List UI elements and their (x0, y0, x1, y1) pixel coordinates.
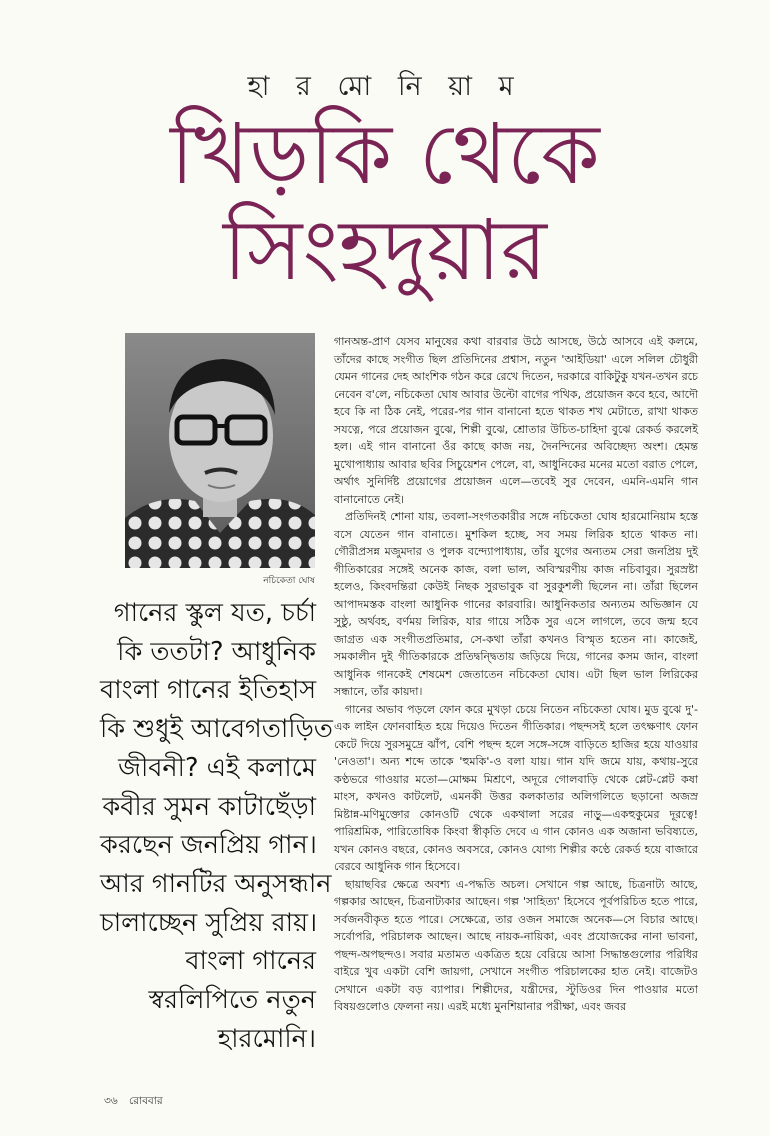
body-paragraph: ছায়াছবির ক্ষেত্রে অবশ্য এ-পদ্ধতি অচল। সেখানে গল্প আছে, চিত্রনাট্য আছে, গল্পকার আছেন, চিত্রনাট্যকার আছেন। গল্প 'সাহিত্য' হিসেবে পূর্বপরিচিত হতে পারে, সর্বজনবীকৃত হতে পারে। সেক্ষেত্রে, তার ওজন সমাজে অনেক—সে বিচার আছে। সর্বোপরি, পরিচালক আছেন। আছে নায়ক-নায়িকা, এবং প্রযোজকের নানা ভাবনা, পছন্দ-অপছন্দও। সবার মতামত একত্রিত হয়ে বেরিয়ে আসা সিদ্ধান্তগুলোর পরিধির বাইরে খুব একটা বেশি জায়গা, সেখানে সংগীত পরিচালকের হাত নেই। বাজেটও সেখানে একটা বড় ব্যাপার। শিল্পীদের, যন্ত্রীদের, স্টুডিওর দিন পাওয়ার মতো বিষয়গুলোও ফেলনা নয়। এরই মধ্যে মুনশিয়ানার পরীক্ষা, এবং জবর (334, 877, 698, 1013)
pull-quote-line: করছেন জনপ্রিয় গান। (100, 830, 317, 861)
pull-quote-line: চালাচ্ছেন সুপ্রিয় রায়। (100, 907, 318, 938)
pull-quote-line: গানের স্কুল যত, চর্চা (113, 598, 316, 628)
article-body (334, 333, 698, 1016)
pull-quote-line: বাংলা গানের ইতিহাস (100, 675, 317, 706)
page-number: ৩৬ (104, 1095, 118, 1107)
photo-caption: নচিকেতা ঘোষ (263, 576, 315, 586)
publication-name: রোববার (129, 1095, 163, 1107)
body-paragraph: প্রতিদিনই শোনা যায়, তবলা-সংগতকারীর সঙ্গে নচিকেতা ঘোষ হারমোনিয়াম হস্তে বসে যেতেন গান বানাতে। মুশকিল হচ্ছে, সব সময় লিরিক হাতে থাকত না। গৌরীপ্রসন্ন মজুমদার ও পুলক বন্দ্যোপাধ্যায়, তাঁর যুগের অন্যতম সেরা জনপ্রিয় দুই গীতিকারের সঙ্গেই অনেক কাজ, বলা ভাল, অবিস্মরণীয় কাজ নচিবাবুর। সুরস্রষ্টা হলেও, কিংবদন্তিরা কেউই নিছক সুরভাবুক বা সুরকুশলী ছিলেন না। তাঁরা ছিলেন আপাদমস্তক বাংলা আধুনিক গানের কারবারি। আধুনিকতার অন্যতম অভিজ্ঞান যে সুষ্ঠু, অর্থবহ, বর্ণময় লিরিক, যার গায়ে সঠিক সুর এসে লাগলে, তবে জন্ম হবে জাগ্রত এক সংগীতপ্রতিমার, সে-কথা তাঁরা কখনও বিস্মৃত হতেন না। কাজেই, সমকালীন দুই গীতিকারকে প্রতিদ্বন্দ্বিতায় জড়িয়ে দিয়ে, গানের কসম জান, বাংলা আধুনিক গানকেই শেষমেশ জেতাতেন নচিকেতা ঘোষ। এটা ছিল ভাল লিরিকের সন্ধানে, তাঁর কায়দা। (334, 510, 698, 698)
headline-line-2: সিংহদুয়ার (223, 201, 547, 299)
pull-quote-line: কি শুধুই আবেগতাড়িত (100, 714, 333, 745)
page-footer (104, 1094, 163, 1111)
body-paragraph: গানঅন্ত-প্রাণ যেসব মানুষের কথা বারবার উঠে আসছে, উঠে আসবে এই কলমে, তাঁদের কাছে সংগীত ছিল প্রতিদিনের প্রশ্বাস, নতুন 'আইডিয়া' এলে সলিল চৌধুরী যেমন গানের দেহ আংশিক গঠন করে রেখে দিতেন, দরকারে বাকিটুকু যখন-তখন রচে নেবেন ব'লে, নচিকেতা ঘোষ আবার উল্টো বাগের পথিক, প্রয়োজন কবে হবে, আদৌ হবে কি না ঠিক নেই, পরের-পর গান বানানো হতে থাকত শখ মেটাতে, রাখা থাকত সযত্নে, পরে প্রয়োজন বুঝে, শিল্পী বুঝে, শ্রোতার উচিত-চাহিদা বুঝে রেকর্ড করলেই হল। এই গান বানানো ওঁর কাছে কাজ নয়, দৈনন্দিনের অবিচ্ছেদ্য অংশ। হেমন্ত মুখোপাধ্যায় আবার ছবির সিচুয়েশন পেলে, বা, আধুনিকের মনের মতো বরাত পেলে, অর্থাৎ সুনির্দিষ্ট প্রয়োগের প্রয়োজন এলে—তবেই সুর দেবেন, এমনি-এমনি গান বানানোতে নেই। (334, 335, 698, 506)
pull-quote-line: কি ততটা? আধুনিক (117, 636, 316, 667)
pull-quote-line: বাংলা গানের (185, 946, 316, 977)
section-kicker: হা র মো নি য়া ম (247, 71, 523, 102)
pull-quote-line: স্বরলিপিতে নতুন (148, 985, 316, 1016)
body-paragraph: গানের অভাব পড়লে ফোন করে মুখড়া চেয়ে নিতেন নচিকেতা ঘোষ। মুড বুঝে দু'-এক লাইন ফোনবাহিত হয়ে দিয়েও দিতেন গীতিকার। পছন্দসই হলে তৎক্ষণাৎ ফোন কেটে দিয়ে সুরসমুদ্রে ঝাঁপ, বেশি পছন্দ হলে সঙ্গে-সঙ্গে বাড়িতে হাজির হয়ে যাওয়ার 'নেওতা'। অন্য শব্দে তাকে 'হুমকি'-ও বলা যায়। গান যদি জমে যায়, কথায়-সুরে কণ্ঠভরে গাওয়ার মতো—মোক্ষম মিশ্রণে, অদূরে গোলবাড়ি থেকে প্লেট-প্লেট কষা মাংস, কখনও কাটলেট, এমনকী উত্তর কলকাতার অলিগলিতে ছড়ানো অজস্র মিষ্টান্ন-মণিমুক্তোর কোনওটি থেকে একথালা সরের নাড়ু—একহুকুমের দূরত্বে! পারিশ্রমিক, পারিতোষিক কিংবা স্বীকৃতি দেবে এ গান কোনও এক অজানা ভবিষ্যতে, যখন কোনও বছরে, কোনও অবসরে, কোনও যোগ্য শিল্পীর কণ্ঠে রেকর্ড হয়ে বাজারে বেরবে আধুনিক গান হিসেবে। (334, 702, 698, 873)
headline-line-1: খিড়কি থেকে (170, 105, 600, 203)
pull-quote-line: কবীর সুমন কাটাছেঁড়া (102, 791, 316, 822)
portrait-photo (125, 333, 315, 568)
pull-quote-line: আর গানটির অনুসন্ধান (100, 868, 332, 899)
pull-quote (100, 594, 333, 1058)
pull-quote-line: জীবনী? এই কলামে (118, 752, 316, 783)
pull-quote-line: হারমোনি। (217, 1023, 316, 1054)
